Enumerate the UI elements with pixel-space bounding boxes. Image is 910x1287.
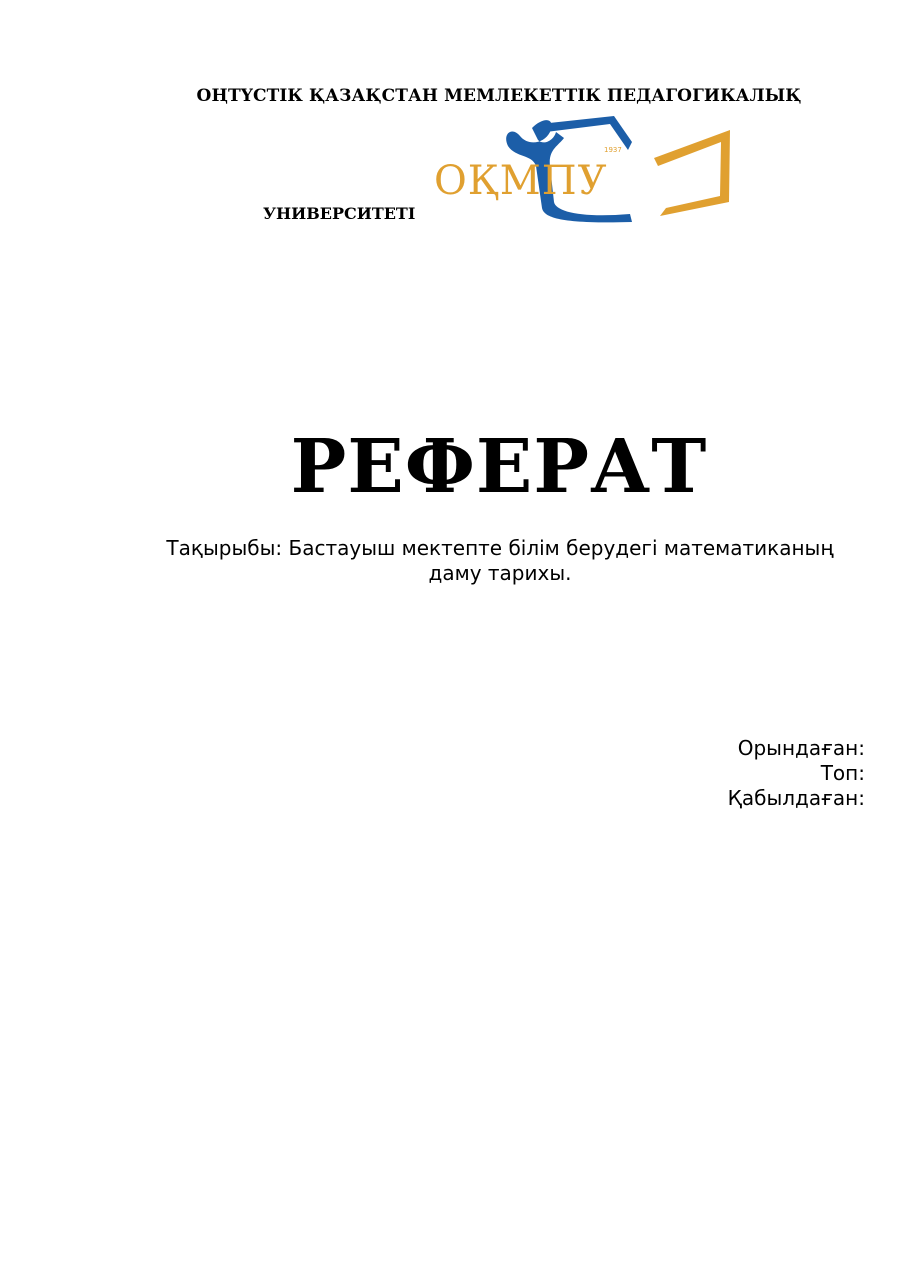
performed-by-label: Орындаған: — [737, 736, 865, 760]
accepted-by-label: Қабылдаған: — [727, 786, 865, 810]
topic-line-1: Тақырыбы: Бастауыш мектепте білім берудегі математиканың — [166, 536, 834, 560]
group-label: Топ: — [820, 761, 865, 785]
topic-line-2: даму тарихы. — [428, 561, 572, 585]
logo-year: 1937 — [604, 146, 622, 154]
university-logo — [432, 110, 737, 228]
topic-block — [100, 536, 900, 586]
document-title: РЕФЕРАТ — [290, 424, 708, 510]
signature-block — [728, 736, 865, 811]
logo-lettering: ОҚМПУ — [434, 158, 608, 204]
university-name-line2: УНИВЕРСИТЕТІ — [263, 204, 416, 223]
university-name-line1: ОҢТҮСТІК ҚАЗАҚСТАН МЕМЛЕКЕТТІК ПЕДАГОГИКАЛЫҚ — [196, 86, 802, 106]
logo-orange-page-shape — [654, 130, 730, 216]
